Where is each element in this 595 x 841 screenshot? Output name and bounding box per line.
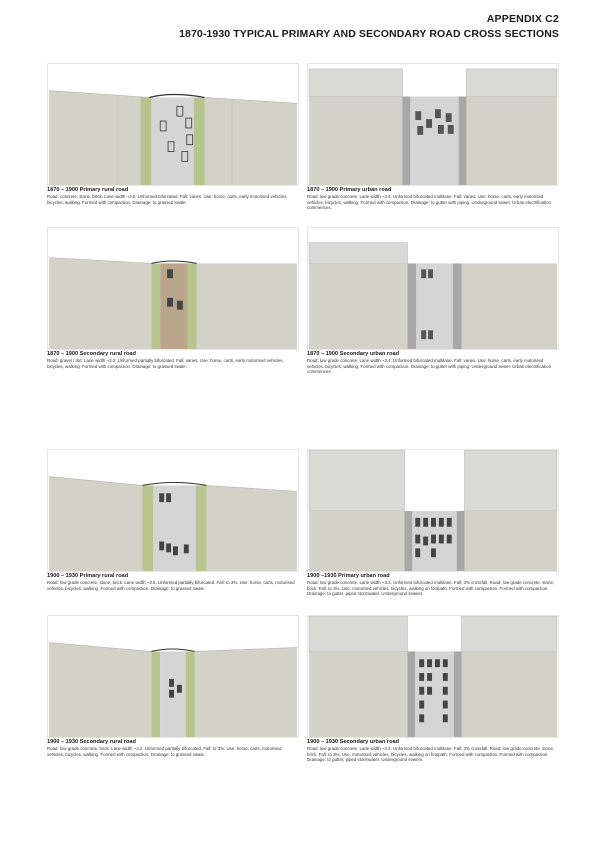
panel-description: Road: concrete, stone, brick. Lane width ~3.0. Unformed bifurcated. Fall: varies. Use: horse, carts, early motorised vehicles, bicycles, walking. Formed with compaction. Drainage: to grassed swale.	[47, 194, 288, 205]
cross-section-illustration	[47, 615, 299, 738]
panel-title: 1900 – 1930 Secondary rural road	[47, 739, 136, 745]
panel-1870-primary-rural	[47, 63, 299, 205]
cross-section-illustration	[307, 449, 559, 572]
panel-1870-secondary-rural	[47, 227, 299, 369]
panel-description: Road: low grade concrete, brick. Lane width ~3.2. Unformed partially bifurcated. Fall: to 3%. Use: horse, carts, motorised vehicles, bicycles, walking. Formed with compaction. Drainage: to grassed swale.	[47, 746, 282, 757]
cross-section-illustration	[307, 227, 559, 350]
panel-description: Road: low grade concrete. Lane width ~3.4. Unformed bifurcated multilane. Fall: varies. Use: horse, carts, early motorised vehicles, bicycles, walking. Formed with compaction. Drainage: to gutter with piping. Underground sewer. Urban electrification commences.	[307, 194, 552, 211]
panel-title: 1870 – 1900 Primary urban road	[307, 187, 392, 193]
cross-section-illustration	[307, 615, 559, 738]
panel-1870-primary-urban	[307, 63, 559, 211]
panel-title: 1900 – 1930 Primary rural road	[47, 573, 129, 579]
cross-section-illustration	[47, 449, 299, 572]
panel-description: Road: low grade concrete. Lane width ~3.3. Unformed bifurcated multilane. Fall: 3% crossfall. Road: low grade concrete, stone, brick. Fall: to 3%. Use: motorised vehicles, bicycles, walking on footpath. Formed with compaction. Formed with compaction. Drainage: to gutter, piped stormwater. Underground sewers.	[307, 746, 555, 763]
panel-1900-secondary-urban	[307, 615, 559, 763]
panel-description: Road: low grade concrete, stone, brick. Lane width ~3.5. Unformed partially bifurcated. Fall: to 3%. Use: horse, carts, motorised vehicles, bicycles, walking. Formed with compaction. Drainage: to grassed swale.	[47, 580, 295, 591]
panel-description: Road: low grade concrete. Lane width ~3.4. Unformed bifurcated multilane. Fall: varies. Use: horse, carts, early motorised vehicles, bicycles, walking. Formed with compaction. Drainage: to gutter with piping. Underground sewer. Urban electrification commences.	[307, 358, 552, 375]
panel-1870-secondary-urban	[307, 227, 559, 375]
panel-title: 1870 – 1900 Secondary rural road	[47, 351, 136, 357]
panel-1900-primary-urban	[307, 449, 559, 597]
panel-description: Road: gravel / dirt. Lane width ~3.2. Unformed partially bifurcated. Fall: varies. Use: horse, carts, early motorised vehicles, bicycles, walking. Formed with compaction. Drainage: to grassed swale.	[47, 358, 284, 369]
page-title: 1870-1930 TYPICAL PRIMARY AND SECONDARY ROAD CROSS SECTIONS	[179, 28, 559, 40]
panel-description: Road: low grade concrete. Lane width ~3.3. Unformed bifurcated multilane. Fall: 3% crossfall. Road: low grade concrete, stone, brick. Fall: to 3%. Use: motorised vehicles, bicycles, walking on footpath. Formed with compaction. Formed with compaction. Drainage: to gutter, piped stormwater. Underground sewers.	[307, 580, 555, 597]
cross-section-illustration	[47, 63, 299, 186]
panel-title: 1870 – 1900 Secondary urban road	[307, 351, 400, 357]
cross-section-illustration	[307, 63, 559, 186]
panel-title: 1900 – 1930 Secondary urban road	[307, 739, 400, 745]
panel-title: 1900 –1930 Primary urban road	[307, 573, 390, 579]
appendix-label: APPENDIX C2	[486, 13, 559, 25]
panel-1900-secondary-rural	[47, 615, 299, 757]
cross-section-illustration	[47, 227, 299, 350]
panel-title: 1870 – 1900 Primary rural road	[47, 187, 129, 193]
panel-1900-primary-rural	[47, 449, 299, 591]
